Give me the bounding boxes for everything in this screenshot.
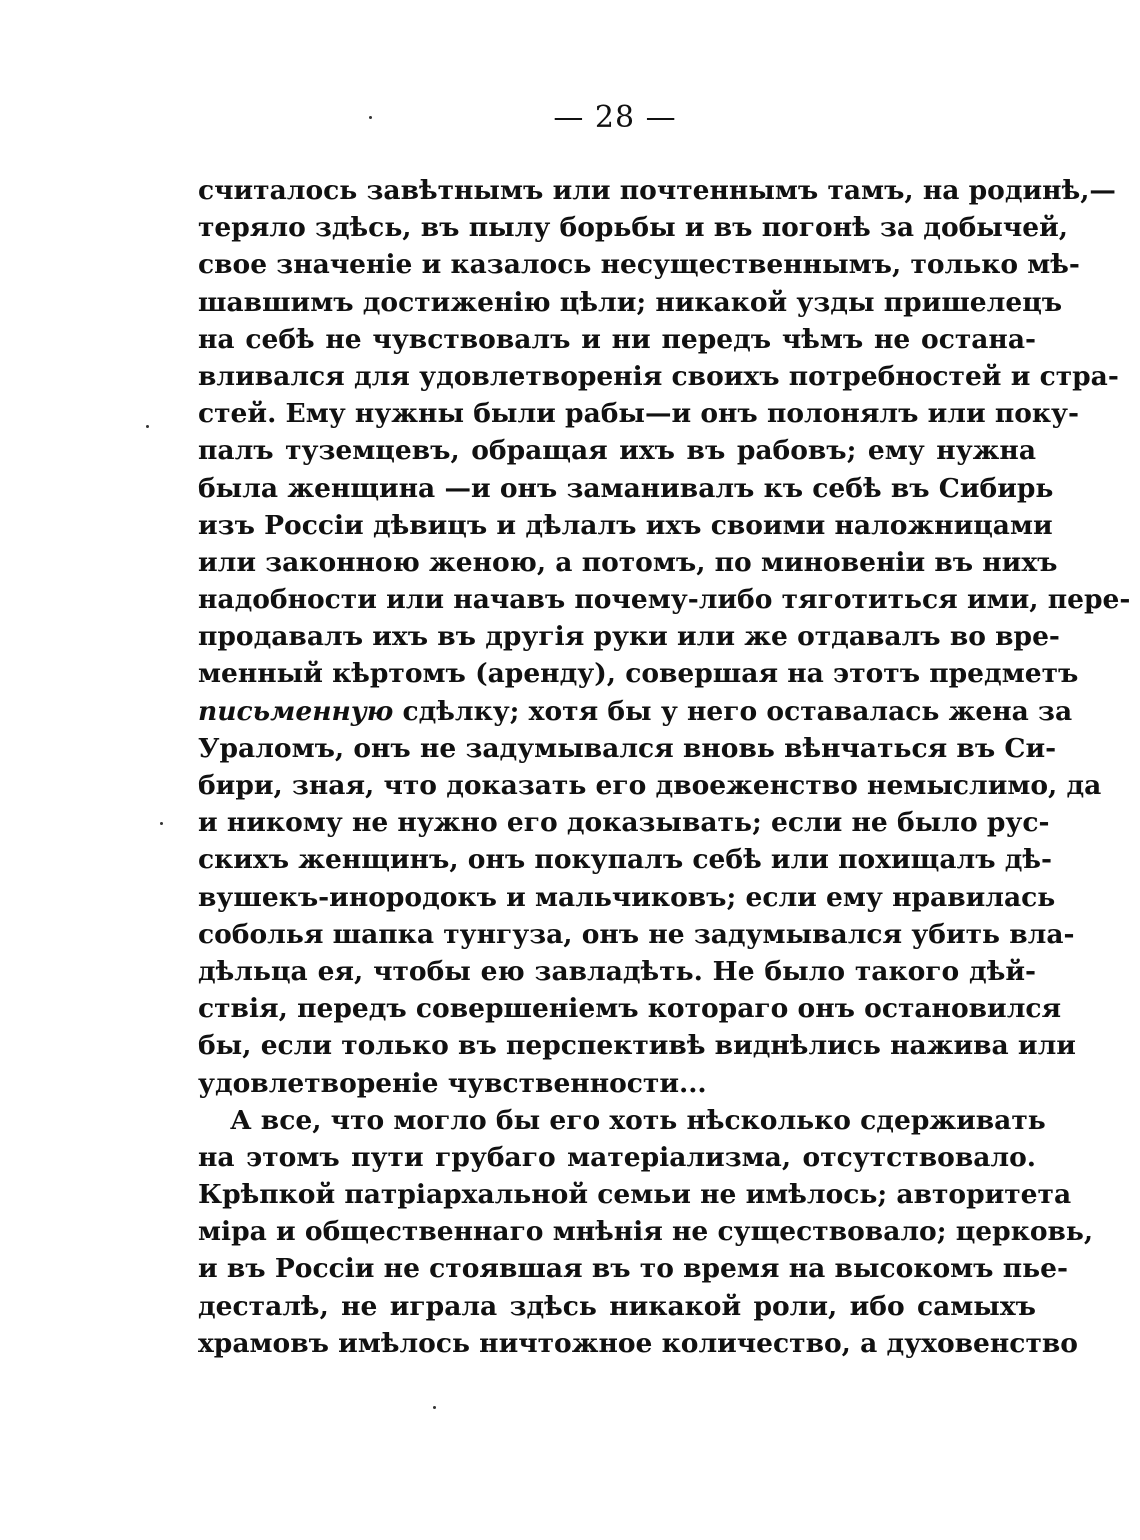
text-line [198,284,1063,321]
line-text: ствія, передъ совершеніемъ котораго онъ остановился [198,993,1062,1025]
text-line [198,395,1080,432]
page-number: — 28 — [553,100,677,135]
print-speck [160,822,163,825]
text-line [198,172,1116,209]
body-text [198,172,1131,1362]
text-line [198,1250,1068,1287]
line-text: считалось завѣтнымъ или почтеннымъ тамъ, на родинѣ,— [198,175,1116,206]
text-line [198,693,1073,730]
print-speck [146,425,149,428]
text-line [198,470,1054,507]
text-line [198,1065,1036,1102]
line-text: и никому не нужно его доказывать; если не было рус- [198,807,1050,839]
paragraph [198,1102,1094,1362]
line-text: бы, если только въ перспективѣ виднѣлись нажива или [198,1030,1076,1062]
line-text: вливался для удовлетворенія своихъ потребностей и стра- [198,360,1119,392]
text-line [198,1102,1046,1139]
line-text: или законною женою, а потомъ, по миновеніи въ нихъ [198,546,1058,578]
line-text: и въ Россіи не стоявшая въ то время на высокомъ пье- [198,1253,1068,1285]
text-line [198,916,1075,953]
text-line [198,1176,1072,1213]
line-text: теряло здѣсь, въ пылу борьбы и въ погонѣ за добычей, [198,212,1068,244]
line-text: была женщина —и онъ заманивалъ къ себѣ въ Сибирь [198,472,1054,504]
text-line [198,432,1036,469]
text-line [198,879,1056,916]
line-text: свое значеніе и казалось несущественнымъ, только мѣ- [198,249,1080,281]
line-text: Ураломъ, онъ не задумывался вновь вѣнчаться въ Си- [198,732,1057,764]
text-line [198,209,1068,246]
text-line [198,841,1053,878]
text-line [198,246,1080,283]
line-text: бири, зная, что доказать его двоеженство немыслимо, да [198,770,1102,801]
line-text: десталѣ, не играла здѣсь никакой роли, ибо самыхъ [198,1290,1036,1322]
text-line [198,990,1062,1027]
text-line [198,1213,1094,1250]
line-text: на этомъ пути грубаго матеріализма, отсутствовало. [198,1141,1036,1173]
text-line [198,618,1060,655]
line-text: палъ туземцевъ, обращая ихъ въ рабовъ; ему нужна [198,435,1036,467]
text-line [198,1027,1076,1064]
line-text: храмовъ имѣлось ничтожное количество, а духовенство [198,1327,1078,1359]
line-text: соболья шапка тунгуза, онъ не задумывался убить вла- [198,918,1075,950]
text-line [198,321,1036,358]
paragraph [198,172,1131,1102]
line-text: А все, что могло бы его хоть нѣсколько сдерживать [230,1104,1046,1136]
line-text: на себѣ не чувствовалъ и ни передъ чѣмъ не остана- [198,323,1036,355]
text-line [198,544,1058,581]
line-text: продавалъ ихъ въ другія руки или же отдавалъ во вре- [198,621,1060,653]
line-text: надобности или начавъ почему-либо тяготиться ими, пере- [198,584,1131,616]
text-line [198,1139,1036,1176]
line-text: стей. Ему нужны были рабы—и онъ полонялъ или поку- [198,398,1080,430]
print-speck [369,116,372,119]
line-text: Крѣпкой патріархальной семьи не имѣлось; авторитета [198,1179,1072,1211]
text-line [198,767,1102,804]
line-text: шавшимъ достиженію цѣли; никакой узды пришелецъ [198,286,1063,318]
italic-word: письменную [198,695,394,727]
line-text: дѣльца ея, чтобы ею завладѣть. Не было такого дѣй- [198,955,1036,987]
line-text: менный кѣртомъ (аренду), совершая на этотъ предметъ [198,658,1079,690]
print-speck [433,1406,436,1409]
text-line [198,507,1053,544]
line-text: вушекъ-инородокъ и мальчиковъ; если ему нравилась [198,881,1056,913]
text-line [198,1325,1078,1362]
text-line [198,358,1119,395]
line-text: изъ Россіи дѣвицъ и дѣлалъ ихъ своими наложницами [198,509,1053,541]
text-line [198,804,1050,841]
line-text: удовлетвореніе чувственности... [198,1067,707,1099]
text-line [198,730,1057,767]
text-line [198,953,1036,990]
text-line [198,1288,1036,1325]
line-text: сдѣлку; хотя бы у него оставалась жена за [393,695,1073,727]
text-line [198,655,1079,692]
line-text: міра и общественнаго мнѣнія не существовало; церковь, [198,1216,1094,1248]
text-line [198,581,1131,618]
line-text: скихъ женщинъ, онъ покупалъ себѣ или похищалъ дѣ- [198,844,1053,876]
